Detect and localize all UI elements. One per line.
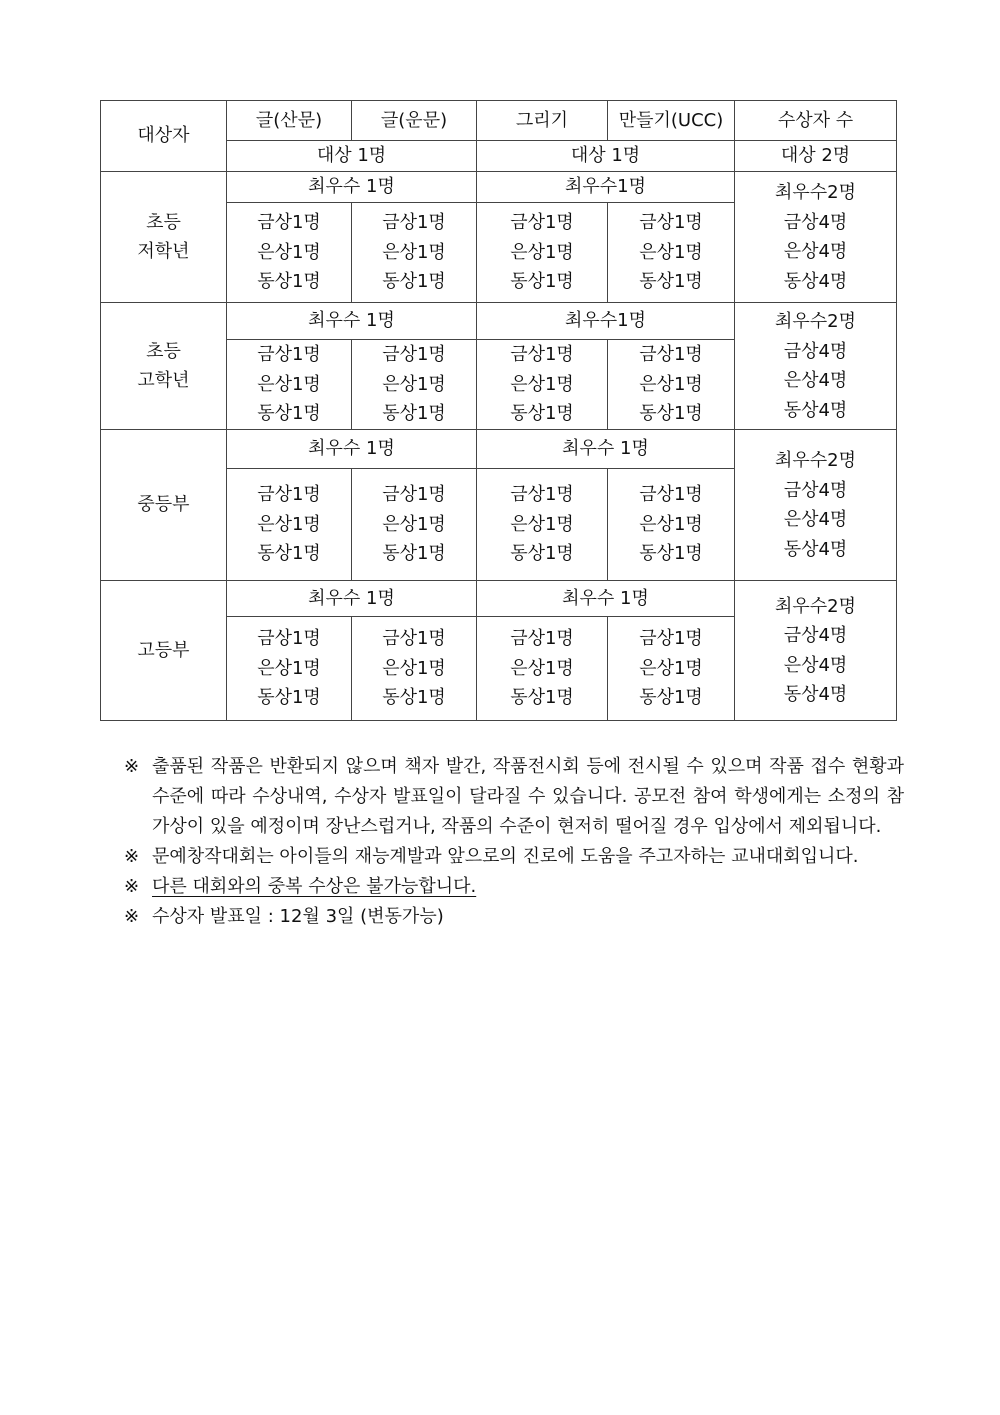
notes-section [124,752,904,932]
award-cell [227,203,352,303]
award-line: 금상1명 [382,344,446,366]
award-line: 동상1명 [257,271,321,293]
group-name-line: 저학년 [137,241,190,262]
group-name-cell [101,172,227,303]
award-line: 금상1명 [382,484,446,506]
award-line: 은상1명 [382,513,446,535]
award-line: 은상1명 [510,241,574,263]
award-line: 동상1명 [639,271,703,293]
award-table [100,100,897,721]
total-line: 최우수2명 [774,182,856,203]
award-line: 은상1명 [510,657,574,679]
award-line: 동상1명 [510,543,574,565]
award-line: 금상1명 [510,344,574,366]
award-line: 동상1명 [639,687,703,709]
group-totals-cell [735,172,897,303]
award-line: 은상1명 [510,373,574,395]
award-line: 동상1명 [510,403,574,425]
award-line: 은상1명 [382,241,446,263]
award-line: 동상1명 [510,271,574,293]
total-line: 최우수2명 [774,450,856,471]
group-totals-cell [735,430,897,581]
group-totals-cell [735,581,897,721]
award-line: 은상1명 [382,373,446,395]
total-line: 최우수2명 [774,595,856,617]
award-cell [352,340,477,430]
total-line: 은상4명 [783,370,848,391]
award-line: 은상1명 [639,513,703,535]
award-line: 동상1명 [510,687,574,709]
award-cell [608,469,735,581]
group-name-cell [101,303,227,430]
award-cell [608,340,735,430]
total-line: 동상4명 [783,684,848,705]
award-line: 동상1명 [382,403,446,425]
award-line: 은상1명 [257,513,321,535]
total-line: 은상4명 [783,654,848,676]
award-cell [477,469,608,581]
award-line: 동상1명 [639,543,703,565]
award-line: 동상1명 [257,687,321,709]
award-cell [352,469,477,581]
header-category-verse: 글(운문) [352,101,477,141]
top-prize-art: 최우수 1명 [477,581,735,617]
note-contest-purpose [124,842,904,872]
group-name-line: 초등 [146,211,181,233]
header-winners-count: 수상자 수 [735,101,897,141]
award-line: 금상1명 [257,344,321,366]
award-line: 금상1명 [639,484,703,506]
total-line: 최우수2명 [774,311,856,332]
award-line: 금상1명 [257,628,321,650]
group-name-line: 초등 [146,340,181,362]
reference-mark: ※ [124,876,140,897]
grand-prize-total: 대상 2명 [735,141,897,172]
award-line: 금상1명 [639,344,703,366]
note-return-policy [124,752,904,842]
award-line: 동상1명 [257,543,321,565]
header-category-ucc: 만들기(UCC) [608,101,735,141]
reference-mark: ※ [124,906,140,927]
award-line: 동상1명 [382,687,446,709]
total-line: 은상4명 [783,509,848,530]
award-cell [352,617,477,721]
total-line: 동상4명 [783,270,848,292]
grand-prize-art: 대상 1명 [477,141,735,172]
top-prize-art: 최우수 1명 [477,430,735,469]
note-text: 다른 대회와의 중복 수상은 불가능합니다. [152,876,477,897]
award-line: 금상1명 [639,628,703,650]
top-prize-art: 최우수1명 [477,303,735,340]
award-cell [227,469,352,581]
group-name-cell [101,430,227,581]
note-duplicate-award [124,872,904,902]
group-name-cell [101,581,227,721]
top-prize-writing: 최우수 1명 [227,303,477,340]
total-line: 은상4명 [783,241,848,262]
group-name-line: 고등부 [137,639,190,661]
total-line: 동상4명 [783,538,848,560]
total-line: 동상4명 [783,399,848,421]
award-line: 은상1명 [639,657,703,679]
award-line: 금상1명 [382,212,446,234]
note-text: 출품된 작품은 반환되지 않으며 책자 발간, 작품전시회 등에 전시될 수 있으며 작품 접수 현황과 수준에 따라 수상내역, 수상자 발표일이 달라질 수 있습니다. 공모전 참여 학생에게는 소정의 참가상이 있을 예정이며 장난스럽거나, 작품의 수준이 현저히 떨어질 경우 입상에서 제외됩니다. [152,756,904,837]
award-cell [227,340,352,430]
award-line: 금상1명 [257,212,321,234]
top-prize-art: 최우수1명 [477,172,735,203]
group-totals-cell [735,303,897,430]
total-line: 금상4명 [783,625,848,646]
group-name-line: 중등부 [137,494,190,515]
reference-mark: ※ [124,846,140,867]
note-text: 수상자 발표일 : 12월 3일 (변동가능) [152,906,444,927]
note-text: 문예창작대회는 아이들의 재능계발과 앞으로의 진로에 도움을 주고자하는 교내대회입니다. [152,846,859,867]
award-line: 은상1명 [510,513,574,535]
award-line: 동상1명 [639,403,703,425]
award-line: 은상1명 [639,241,703,263]
award-cell [352,203,477,303]
total-line: 금상4명 [783,340,848,362]
top-prize-writing: 최우수 1명 [227,581,477,617]
award-line: 금상1명 [382,628,446,650]
total-line: 금상4명 [783,211,848,233]
reference-mark: ※ [124,756,140,777]
header-category-drawing: 그리기 [477,101,608,141]
award-cell [608,203,735,303]
header-category-prose: 글(산문) [227,101,352,141]
award-line: 은상1명 [257,373,321,395]
header-target-cell: 대상자 [101,101,227,172]
award-line: 금상1명 [510,628,574,650]
award-line: 금상1명 [639,212,703,234]
award-line: 금상1명 [510,212,574,234]
award-line: 은상1명 [257,657,321,679]
top-prize-writing: 최우수 1명 [227,172,477,203]
award-line: 은상1명 [382,657,446,679]
grand-prize-writing: 대상 1명 [227,141,477,172]
total-line: 금상4명 [783,479,848,501]
top-prize-writing: 최우수 1명 [227,430,477,469]
note-announcement-date [124,902,904,932]
group-name-line: 고학년 [137,370,190,391]
award-cell [227,617,352,721]
award-line: 동상1명 [382,271,446,293]
award-cell [477,617,608,721]
award-line: 금상1명 [257,484,321,506]
award-line: 금상1명 [510,484,574,506]
award-cell [608,617,735,721]
award-line: 은상1명 [639,373,703,395]
award-line: 은상1명 [257,241,321,263]
award-line: 동상1명 [382,543,446,565]
award-line: 동상1명 [257,403,321,425]
award-cell [477,340,608,430]
award-cell [477,203,608,303]
